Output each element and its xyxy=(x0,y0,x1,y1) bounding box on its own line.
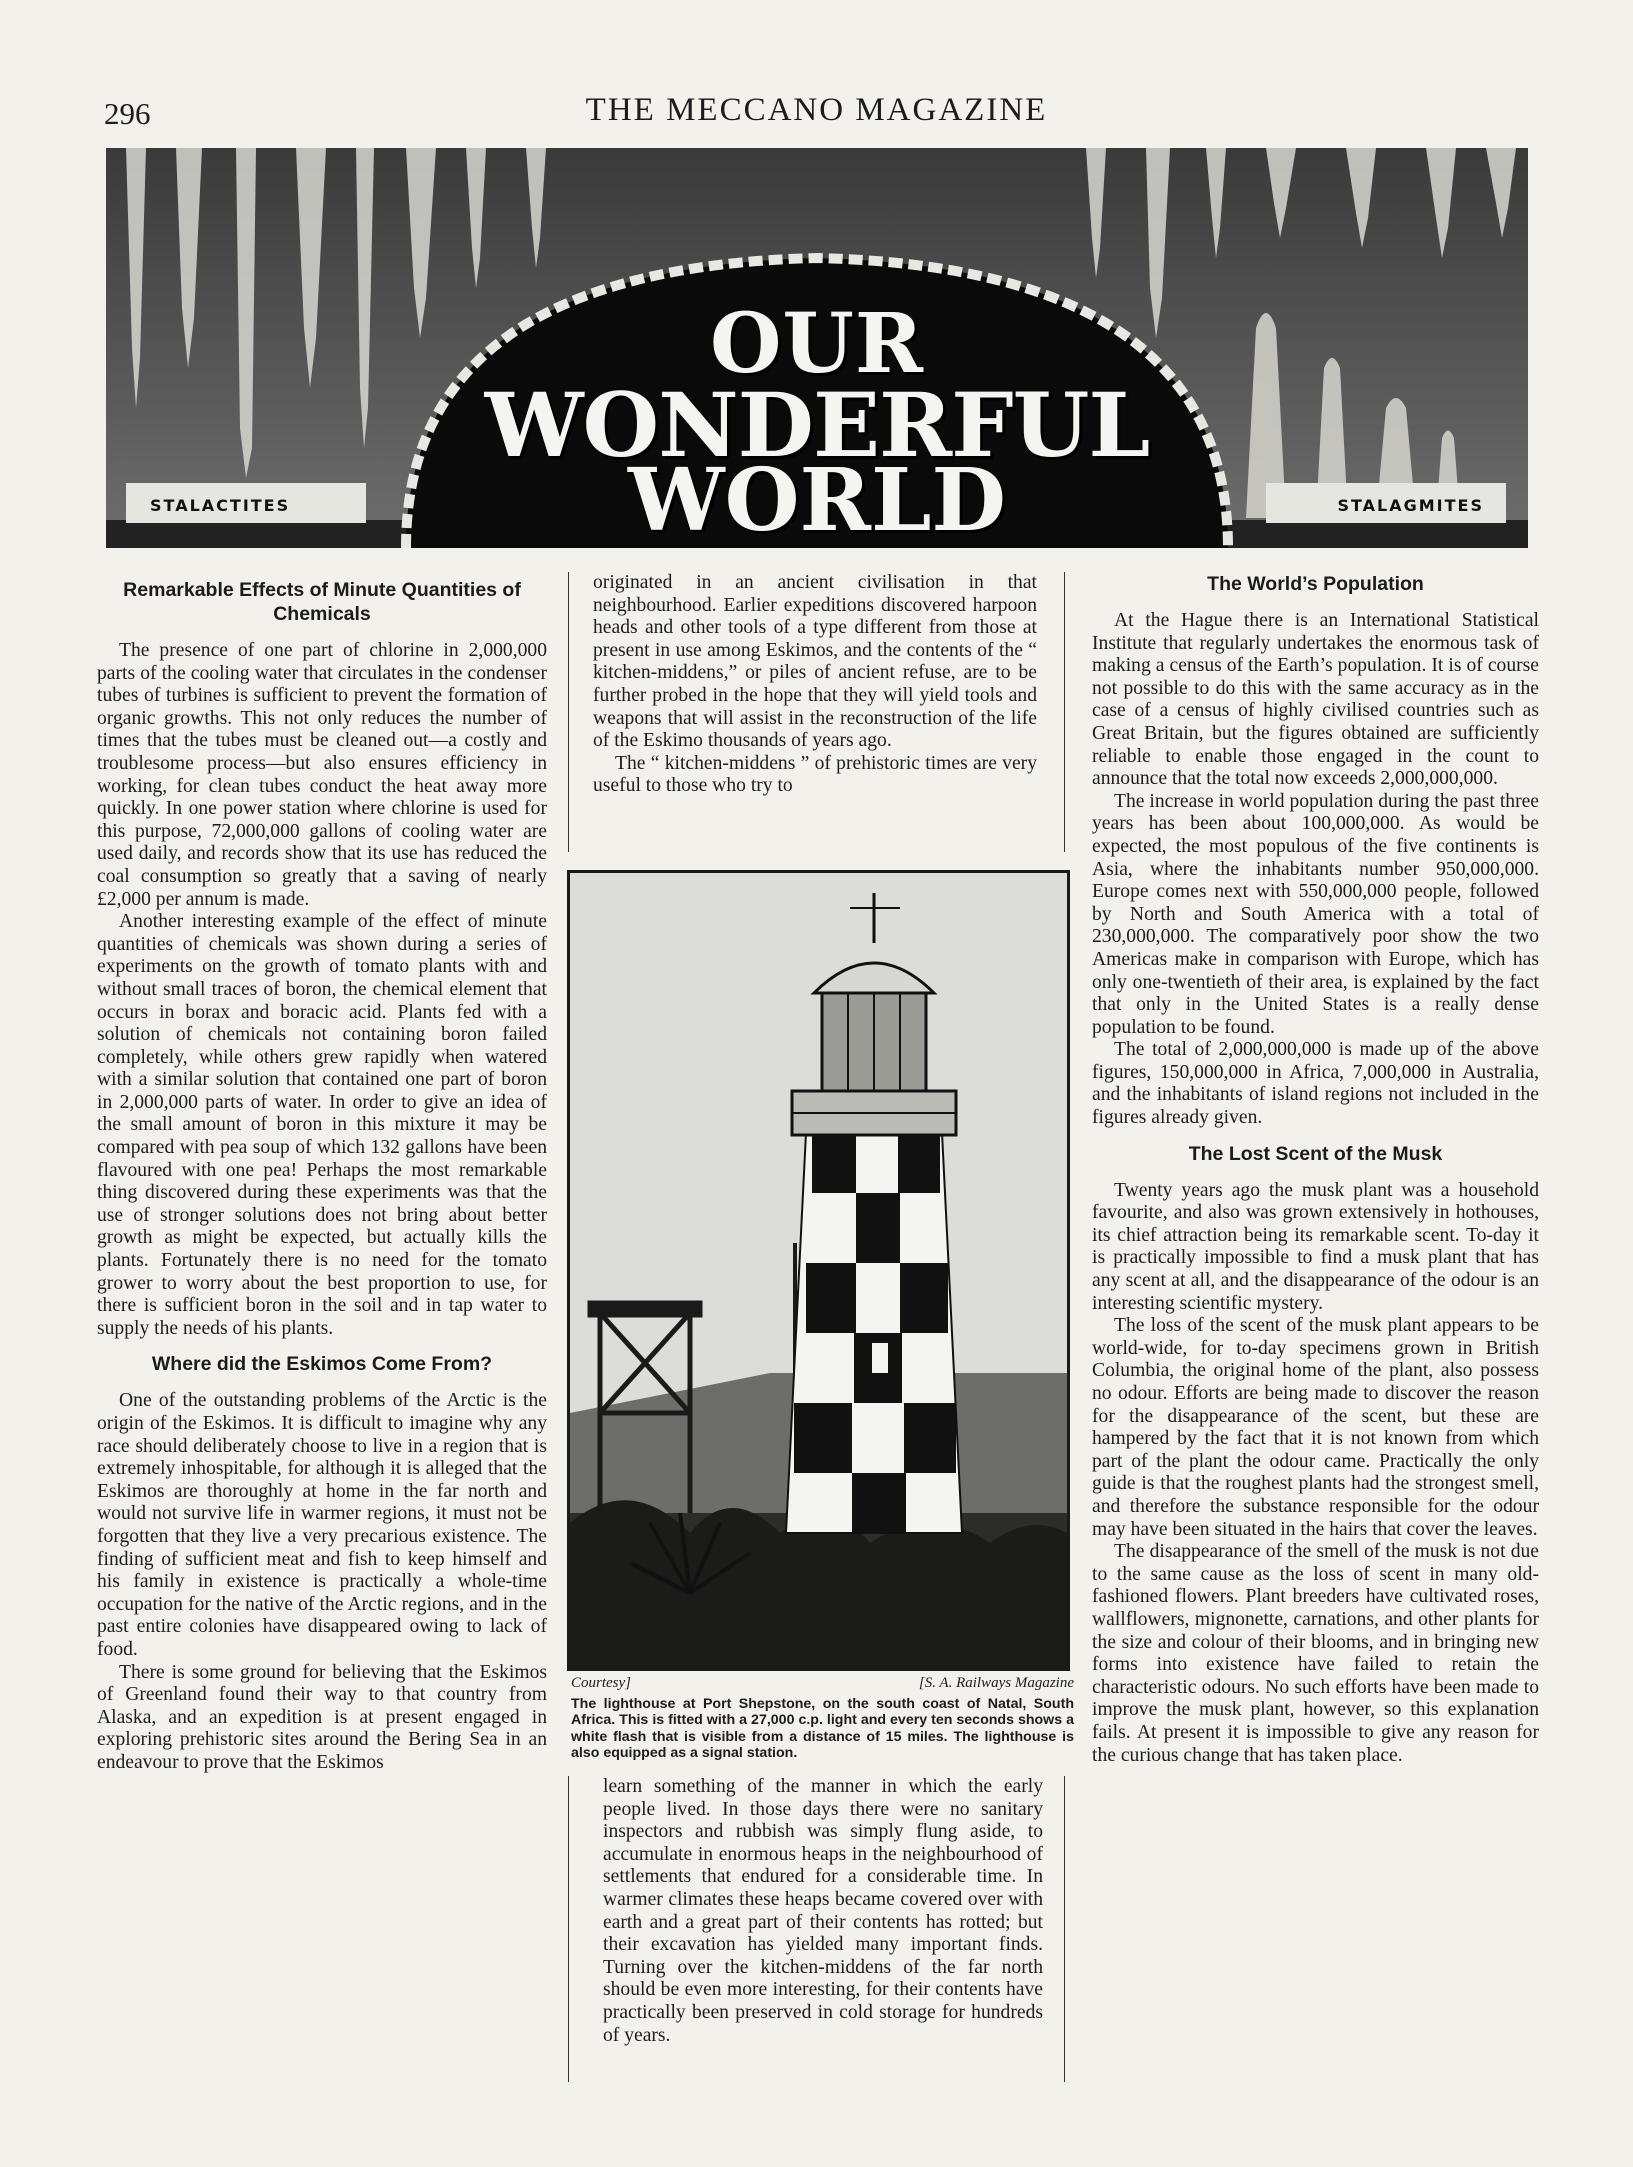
article-column-2-bottom xyxy=(603,1776,1043,2047)
banner-title-line2: WONDERFUL xyxy=(484,373,1150,477)
article-column-1 xyxy=(97,572,547,1775)
lighthouse-photo xyxy=(567,870,1070,1671)
column-rule-right-lower xyxy=(1064,1776,1065,2082)
page-number: 296 xyxy=(104,96,151,131)
paragraph: Twenty years ago the musk plant was a household favourite, and also was grown extensively in hothouses, its chief attraction being its remarkable scent. To-day it is practically impossible to find a musk plant that has any scent at all, and the disappearance of the odour is an interesting scientific mystery. xyxy=(1092,1179,1539,1314)
paragraph: originated in an ancient civilisation in that neighbourhood. Earlier expeditions discovered harpoon heads and other tools of a type different from those at present in use among Eskimos, and the contents of the “ kitchen-middens,” or piles of ancient refuse, are to be further probed in the hope that they will yield tools and weapons that will assist in the reconstruction of the life of the Eskimo thousands of years ago. xyxy=(593,572,1037,752)
heading-minute-chemicals: Remarkable Effects of Minute Quantities of Chemicals xyxy=(123,579,521,625)
column-rule-left xyxy=(568,572,569,852)
paragraph: One of the outstanding problems of the Arctic is the origin of the Eskimos. It is difficult to imagine why any race should deliberately choose to live in a region that is extremely inhospitable, for although it is alleged that the Eskimos are thoroughly at home in the far north and would not survive life in warmer regions, it must not be forgotten that they live a very precarious existence. The finding of sufficient meat and fish to keep himself and his family in existence is practically a whole-time occupation for the native of the Arctic regions, and in the past entire colonies have disappeared owing to lack of food. xyxy=(97,1390,547,1660)
photo-caption: The lighthouse at Port Shepstone, on the south coast of Natal, South Africa. This is fitted with a 27,000 c.p. light and every ten seconds shows a white flash that is visible from a distance of 15 miles. The lighthouse is also equipped as a signal station. xyxy=(571,1696,1074,1762)
banner-title-line3: WORLD xyxy=(627,450,1006,548)
stalagmites-label: STALAGMITES xyxy=(1337,496,1484,515)
column-rule-right xyxy=(1064,572,1065,852)
paragraph: The loss of the scent of the musk plant appears to be world-wide, for to-day specimens grown in British Columbia, the original home of the plant, also possess no odour. Efforts are being made to discover the reason for the disappearance of the scent, but these are hampered by the fact that it is not known from which part of the plant the odour came. Practically the only guide is that the roughest plants had the strongest smell, and therefore the substance responsible for the odour may have been situated in the hairs that cover the leaves. xyxy=(1092,1315,1539,1540)
paragraph: The presence of one part of chlorine in 2,000,000 parts of the cooling water that circulates in the condenser tubes of turbines is sufficient to prevent the formation of organic growths. This not only reduces the number of times that the tubes must be cleaned out—a costly and troublesome process—but also ensures efficiency in working, for clean tubes conduct the heat away more quickly. In one power station where chlorine is used for this purpose, 72,000,000 gallons of cooling water are used daily, and records show that its use has reduced the coal consumption so greatly that a saving of nearly £2,000 per annum is made. xyxy=(97,640,547,910)
header-banner xyxy=(106,148,1528,548)
credit-courtesy: Courtesy] xyxy=(571,1675,631,1691)
article-column-3 xyxy=(1092,566,1539,1767)
article-column-2-top xyxy=(593,572,1037,798)
paragraph: The disappearance of the smell of the musk is not due to the same cause as the loss of scent in many old-fashioned flowers. Plant breeders have cultivated roses, wallflowers, mignonette, carnations, and other plants for the size and colour of their blooms, and in bringing new forms into existence have failed to retain the characteristic odours. No such efforts have been made to improve the musk plant, however, so this explanation fails. At present it is impossible to give any reason for the curious change that has taken place. xyxy=(1092,1541,1539,1766)
heading-world-population: The World’s Population xyxy=(1207,573,1424,595)
heading-eskimos: Where did the Eskimos Come From? xyxy=(151,1353,493,1376)
lighthouse-illustration xyxy=(570,873,1067,1668)
paragraph: Another interesting example of the effect of minute quantities of chemicals was shown during a series of experiments on the growth of tomato plants with and without small traces of boron, the chemical element that occurs in borax and boracic acid. Plants fed with a solution of chemicals not containing boron failed completely, while others grew rapidly when watered with a similar solution that contained one part of boron in 2,000,000 parts of water. In order to give an idea of the small amount of boron in this mixture it may be compared with pea soup of which 132 gallons have been flavoured with one pea! Perhaps the most remarkable thing discovered during these experiments was that the use of stronger solutions does not bring about better growth as might be expected, but actually kills the plants. Fortunately there is no need for the tomato grower to worry about the best proportion to use, for there is sufficient boron in the soil and in tap water to supply the needs of his plants. xyxy=(97,911,547,1339)
credit-source: [S. A. Railways Magazine xyxy=(918,1675,1074,1691)
paragraph: learn something of the manner in which the early people lived. In those days there were no sanitary inspectors and rubbish was simply flung aside, to accumulate in enormous heaps in the neighbourhood of settlements that endured for a considerable time. In warmer climates these heaps became covered over with earth and a great part of their contents has rotted; but their excavation has yielded many important finds. Turning over the kitchen-middens of the far north should be even more interesting, for their contents have practically been preserved in cold storage for hundreds of years. xyxy=(603,1776,1043,2046)
paragraph: The “ kitchen-middens ” of prehistoric times are very useful to those who try to xyxy=(593,752,1037,797)
magazine-title: THE MECCANO MAGAZINE xyxy=(585,92,1048,128)
paragraph: The increase in world population during the past three years has been about 100,000,000. As would be expected, the most populous of the five continents is Asia, where the inhabitants number 950,000,000. Europe comes next with 550,000,000 people, followed by North and South America with a total of 230,000,000. The comparatively poor show the two Americas make in comparison with Europe, which has only one-twentieth of their area, is explained by the fact that only in the United States is a really dense population to be found. xyxy=(1092,790,1539,1038)
paragraph: The total of 2,000,000,000 is made up of the above figures, 150,000,000 in Africa, 7,000,000 in Australia, and the inhabitants of island regions not included in the figures already given. xyxy=(1092,1039,1539,1129)
banner-title-line1: OUR xyxy=(709,296,925,392)
paragraph: There is some ground for believing that the Eskimos of Greenland found their way to that country from Alaska, and an expedition is at present engaged in exploring prehistoric sites around the Bering Sea in an endeavour to prove that the Eskimos xyxy=(97,1661,547,1773)
heading-musk-scent: The Lost Scent of the Musk xyxy=(1188,1142,1443,1165)
column-rule-left-lower xyxy=(568,1776,569,2082)
stalactites-label: STALACTITES xyxy=(150,496,291,515)
paragraph: At the Hague there is an International Statistical Institute that regularly undertakes the enormous task of making a census of the Earth’s population. It is of course not possible to do this with the same accuracy as in the case of a census of highly civilised countries such as Great Britain, but the figures obtained are sufficiently reliable to enable those engaged in the count to announce that the total now exceeds 2,000,000,000. xyxy=(1092,610,1539,790)
